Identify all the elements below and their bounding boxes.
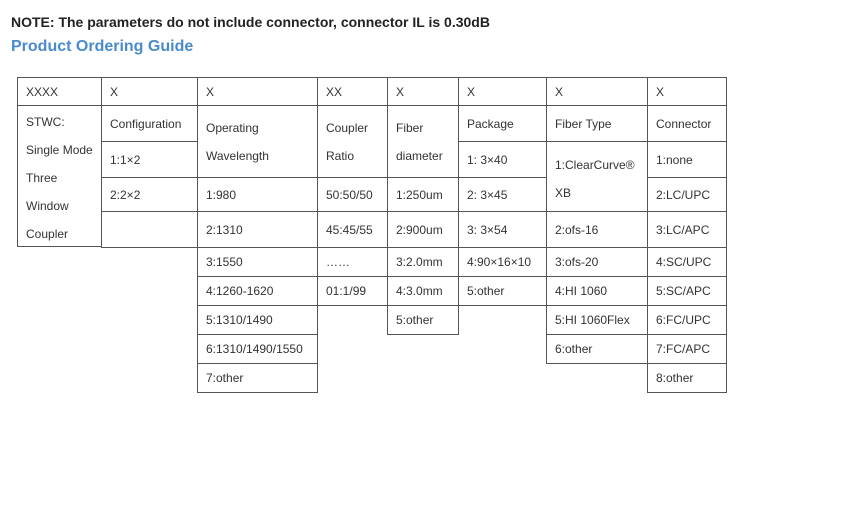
option-cell: 01:1/99: [317, 276, 388, 306]
column-package: [458, 77, 547, 306]
option-cell: 6:FC/UPC: [647, 305, 727, 335]
option-cell: 4:SC/UPC: [647, 247, 727, 277]
option-cell: 2:1310: [197, 211, 318, 248]
column-title-line: diameter: [396, 148, 443, 163]
column-code: X: [647, 77, 727, 106]
column-title: Package: [458, 105, 547, 142]
option-cell: 3:1550: [197, 247, 318, 277]
option-cell: 5:SC/APC: [647, 276, 727, 306]
option-cell: 7:FC/APC: [647, 334, 727, 364]
model-line: STWC:: [26, 115, 65, 129]
option-cell: 3: 3×54: [458, 211, 547, 248]
option-cell: 5:other: [458, 276, 547, 306]
column-title-line: Fiber: [396, 120, 424, 135]
option-cell: 8:other: [647, 363, 727, 393]
option-cell: 3:LC/APC: [647, 211, 727, 248]
model-description: [17, 105, 102, 247]
note-text: NOTE: The parameters do not include connector, connector IL is 0.30dB: [11, 14, 490, 30]
model-line: Single Mode: [26, 143, 93, 157]
option-cell: 2:ofs-16: [546, 211, 648, 248]
option-cell: 1:250um: [387, 177, 459, 212]
model-line: Three: [26, 171, 58, 185]
column-model: [17, 77, 102, 247]
column-title: [197, 105, 318, 178]
column-code: X: [546, 77, 648, 106]
column-title-line: Coupler: [326, 120, 369, 135]
option-cell: 4:3.0mm: [387, 276, 459, 306]
column-fiber-diameter: [387, 77, 459, 335]
column-configuration: [101, 77, 198, 248]
option-cell: 6:other: [546, 334, 648, 364]
option-cell: 4:1260-1620: [197, 276, 318, 306]
option-cell: [101, 211, 198, 248]
option-cell: ……: [317, 247, 388, 277]
column-code: X: [101, 77, 198, 106]
option-cell: 1:980: [197, 177, 318, 212]
page-title: Product Ordering Guide: [11, 38, 194, 55]
column-code: XXXX: [17, 77, 102, 106]
option-cell: [546, 141, 648, 212]
model-line: Window: [26, 199, 69, 213]
option-cell: 1:1×2: [101, 141, 198, 178]
option-cell: 5:1310/1490: [197, 305, 318, 335]
option-cell: 45:45/55: [317, 211, 388, 248]
option-cell: 2:2×2: [101, 177, 198, 212]
column-wavelength: [197, 77, 318, 393]
column-code: X: [458, 77, 547, 106]
option-cell: 3:ofs-20: [546, 247, 648, 277]
column-code: XX: [317, 77, 388, 106]
column-title: Connector: [647, 105, 727, 142]
option-cell: 2: 3×45: [458, 177, 547, 212]
option-cell: 4:90×16×10: [458, 247, 547, 277]
column-title: [317, 105, 388, 178]
option-cell: 4:HI 1060: [546, 276, 648, 306]
option-cell: 5:HI 1060Flex: [546, 305, 648, 335]
column-title-line: Operating: [206, 120, 259, 135]
column-fiber-type: [546, 77, 648, 364]
option-cell: 2:LC/UPC: [647, 177, 727, 212]
column-title: [387, 105, 459, 178]
column-title: Configuration: [101, 105, 198, 142]
option-line: 1:ClearCurve®: [555, 158, 635, 172]
option-cell: 50:50/50: [317, 177, 388, 212]
model-line: Coupler: [26, 227, 69, 241]
column-title-line: Ratio: [326, 148, 355, 163]
column-title: Fiber Type: [546, 105, 648, 142]
option-cell: 6:1310/1490/1550: [197, 334, 318, 364]
option-cell: 1: 3×40: [458, 141, 547, 178]
option-cell: 1:none: [647, 141, 727, 178]
option-cell: 5:other: [387, 305, 459, 335]
option-cell: 3:2.0mm: [387, 247, 459, 277]
column-coupler-ratio: [317, 77, 388, 306]
option-cell: 7:other: [197, 363, 318, 393]
column-title-line: Wavelength: [206, 148, 269, 163]
option-cell: 2:900um: [387, 211, 459, 248]
option-line: XB: [555, 186, 572, 200]
column-code: X: [197, 77, 318, 106]
column-code: X: [387, 77, 459, 106]
column-connector: [647, 77, 727, 393]
